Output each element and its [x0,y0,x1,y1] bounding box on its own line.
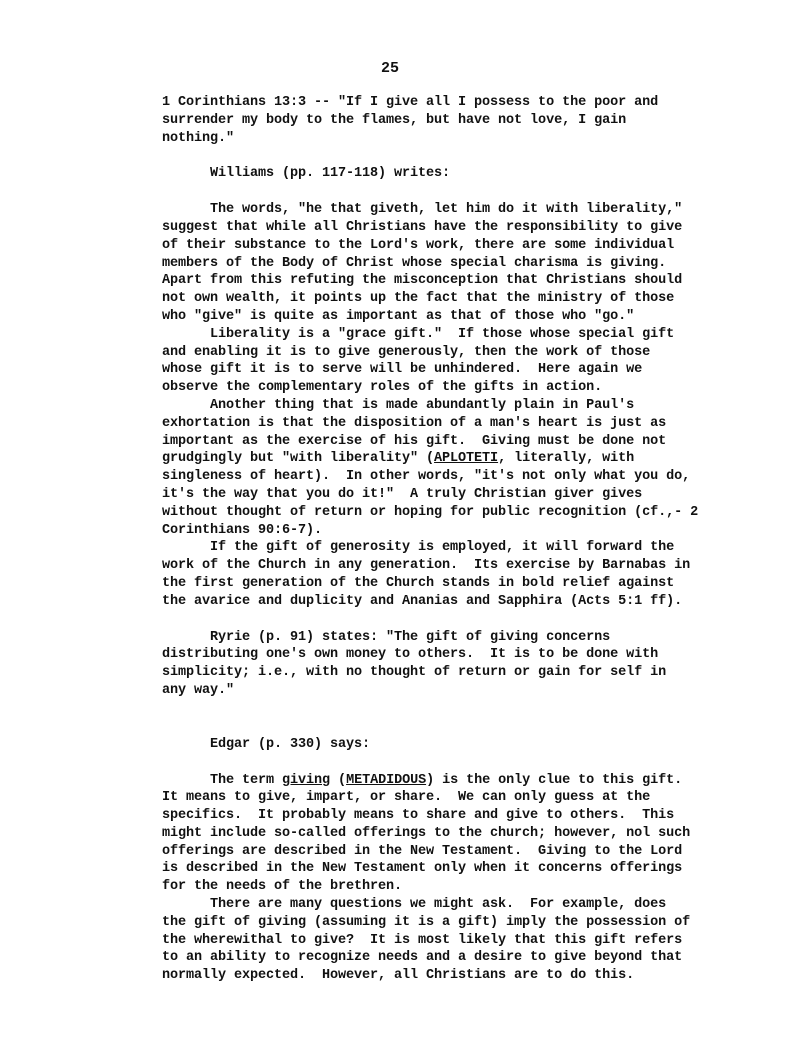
text-line [162,772,742,790]
corinthians-quote [162,94,742,147]
text-line: the gift of giving (assuming it is a gift) imply the possession of [162,914,691,930]
text-line [162,450,742,468]
text-line: observe the complementary roles of the gifts in action. [162,380,603,396]
edgar-paragraph-1 [162,772,742,897]
text-line: is described in the New Testament only when it concerns offerings [162,861,683,877]
text-line: Corinthians 90:6-7). [162,522,323,538]
text-line: Another thing that is made abundantly plain in Paul's [162,397,635,413]
text-line: It means to give, impart, or share. We can only guess at the [162,790,651,806]
text-line: the first generation of the Church stands in bold relief against [162,575,675,591]
text-line: to an ability to recognize needs and a desire to give beyond that [162,950,683,966]
edgar-intro: Edgar (p. 330) says: [162,736,371,752]
text-line: whose gift it is to serve will be unhindered. Here again we [162,362,643,378]
text-line: simplicity; i.e., with no thought of return or gain for self in [162,665,667,681]
text-line: offerings are described in the New Testament. Giving to the Lord [162,843,683,859]
text-line: and enabling it is to give generously, then the work of those [162,344,651,360]
greek-term-metadidous: METADIDOUS [346,772,427,788]
text-line: the wherewithal to give? It is most likely that this gift refers [162,932,683,948]
text-line: members of the Body of Christ whose special charisma is giving. [162,255,667,271]
text-segment: ( [330,772,347,788]
text-line: specifics. It probably means to share and give to others. This [162,808,675,824]
text-line: for the needs of the brethren. [162,879,403,895]
williams-intro: Williams (pp. 117-118) writes: [162,166,451,182]
text-segment: The term [162,772,283,788]
text-line: who "give" is quite as important as that of those who "go." [162,308,635,324]
williams-paragraph-4 [162,539,742,610]
text-line: exhortation is that the disposition of a man's heart is just as [162,415,667,431]
williams-paragraph-2 [162,326,742,397]
text-line: work of the Church in any generation. Its exercise by Barnabas in [162,558,691,574]
text-line: singleness of heart). In other words, "it's not only what you do, [162,469,691,485]
text-line: of their substance to the Lord's work, there are some individual [162,237,675,253]
text-segment: ) is the only clue to this gift. [426,772,683,788]
page-number: 25 [380,60,399,77]
term-giving: giving [282,772,331,788]
text-line: nothing." [162,130,235,146]
text-segment: , literally, with [498,451,635,467]
text-line: not own wealth, it points up the fact that the ministry of those [162,291,675,307]
text-line: There are many questions we might ask. For example, does [162,897,667,913]
text-line: without thought of return or hoping for public recognition (cf.,- 2 [162,504,699,520]
page-body [162,94,742,985]
text-line: Liberality is a "grace gift." If those whose special gift [162,326,675,342]
text-line: Apart from this refuting the misconception that Christians should [162,273,683,289]
greek-term-aploteti: APLOTETI [434,451,499,467]
text-line: the avarice and duplicity and Ananias and Sapphira (Acts 5:1 ff). [162,593,683,609]
williams-paragraph-3 [162,397,742,539]
text-line: If the gift of generosity is employed, it will forward the [162,540,675,556]
text-line: surrender my body to the flames, but have not love, I gain [162,112,627,128]
text-line: normally expected. However, all Christians are to do this. [162,968,635,984]
text-line: The words, "he that giveth, let him do it with liberality," [162,202,683,218]
williams-paragraph-1 [162,201,742,326]
text-line: any way." [162,682,235,698]
text-segment: grudgingly but "with liberality" ( [162,451,435,467]
text-line: suggest that while all Christians have the responsibility to give [162,219,683,235]
text-line: 1 Corinthians 13:3 -- "If I give all I possess to the poor and [162,95,659,110]
text-line: it's the way that you do it!" A truly Christian giver gives [162,486,643,502]
text-line: important as the exercise of his gift. Giving must be done not [162,433,667,449]
edgar-paragraph-2 [162,896,742,985]
ryrie-quote [162,629,742,700]
text-line: distributing one's own money to others. It is to be done with [162,647,659,663]
text-line: might include so-called offerings to the church; however, nol such [162,825,691,841]
text-line: Ryrie (p. 91) states: "The gift of giving concerns [162,629,611,645]
